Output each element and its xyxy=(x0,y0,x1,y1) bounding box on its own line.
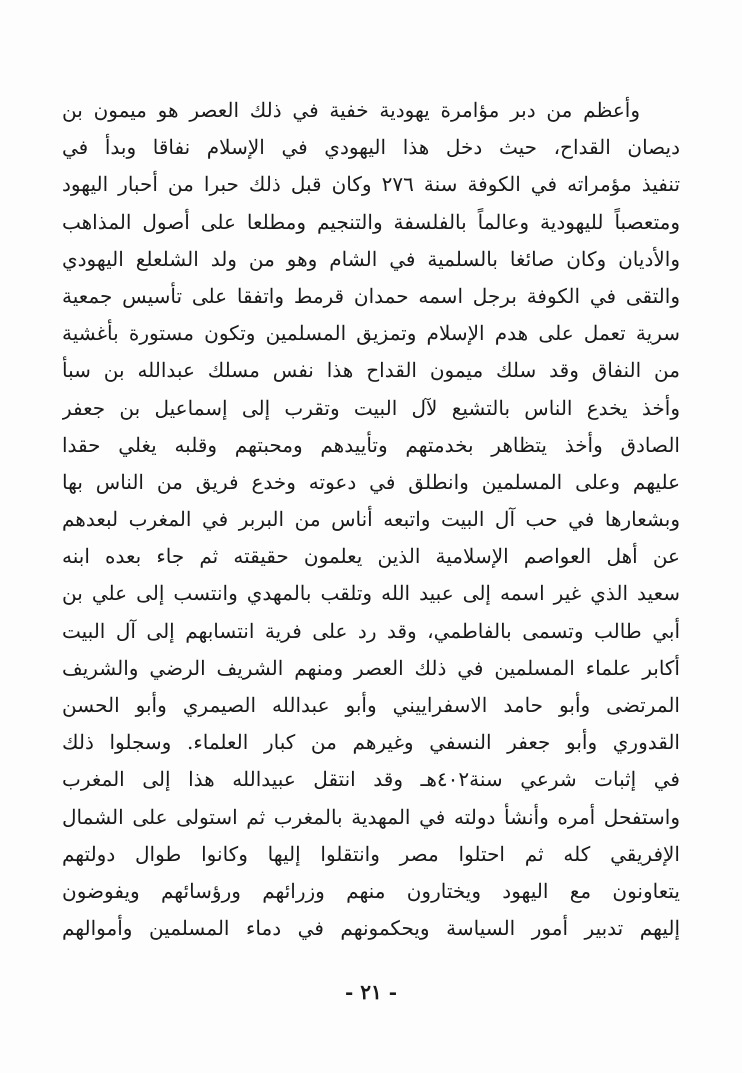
text-line: عن أهل العواصم الإسلامية الذين يعلمون حقيقته ثم جاء بعده ابنه xyxy=(62,544,680,569)
text-line: والأديان وكان صائغا بالسلمية في الشام وهو من ولد الشلعلع اليهودي xyxy=(62,246,680,271)
text-line: وأعظم من دبر مؤامرة يهودية خفية في ذلك العصر هو ميمون بن xyxy=(62,98,640,122)
text-line: أبي طالب وتسمى بالفاطمي، وقد رد على فرية انتسابهم إلى آل البيت xyxy=(62,618,680,643)
body-text xyxy=(62,92,680,947)
text-line: القدوري وأبو جعفر النسفي وغيرهم من كبار العلماء. وسجلوا ذلك xyxy=(62,730,680,755)
text-line: يتعاونون مع اليهود ويختارون منهم وزرائهم ورؤسائهم ويفوضون xyxy=(62,878,680,903)
text-line: الإفريقي كله ثم احتلوا مصر وانتقلوا إليها وكانوا طوال دولتهم xyxy=(62,841,680,866)
text-line: تنفيذ مؤمراته في الكوفة سنة ٢٧٦ وكان قبل ذلك حبرا من أحبار اليهود xyxy=(62,172,680,197)
text-line: واستفحل أمره وأنشأ دولته في المهدية بالمغرب ثم استولى على الشمال xyxy=(62,804,680,829)
text-line: الصادق وأخذ يتظاهر بخدمتهم وتأييدهم ومحبتهم وقلبه يغلي حقدا xyxy=(62,432,680,457)
text-line: أكابر علماء المسلمين في ذلك العصر ومنهم الشريف الرضي والشريف xyxy=(62,655,680,680)
text-line: في إثبات شرعي سنة٤٠٢هـ وقد انتقل عبيدالله هذا إلى المغرب xyxy=(62,767,680,792)
text-line: وأخذ يخدع الناس بالتشيع لآل البيت وتقرب إلى إسماعيل بن جعفر xyxy=(62,395,680,420)
text-line: سعيد الذي غير اسمه إلى عبيد الله وتلقب بالمهدي وانتسب إلى علي بن xyxy=(62,581,680,606)
text-line: ديصان القداح، حيث دخل هذا اليهودي في الإسلام نفاقا وبدأ في xyxy=(62,135,680,160)
page-number: - ٢١ - xyxy=(344,980,397,1004)
text-line: وبشعارها في حب آل البيت واتبعه أناس من البربر في المغرب لبعدهم xyxy=(62,507,680,532)
text-line: المرتضى وأبو حامد الاسفراييني وأبو عبدالله الصيمري وأبو الحسن xyxy=(62,693,680,717)
text-line: سرية تعمل على هدم الإسلام وتمزيق المسلمين وتكون مستورة بأغشية xyxy=(62,321,680,346)
text-line: إليهم تدبير أمور السياسة ويحكمونهم في دماء المسلمين وأموالهم xyxy=(62,916,680,941)
text-line: والتقى في الكوفة برجل اسمه حمدان قرمط واتفقا على تأسيس جمعية xyxy=(62,283,680,308)
text-line: عليهم وعلى المسلمين وانطلق في دعوته وخدع فريق من الناس بها xyxy=(62,469,680,494)
text-line: من النفاق وقد سلك ميمون القداح هذا نفس مسلك عبدالله بن سبأ xyxy=(62,358,680,383)
text-line: ومتعصباً لليهودية وعالماً بالفلسفة والتنجيم ومطلعا على أصول المذاهب xyxy=(62,209,680,234)
